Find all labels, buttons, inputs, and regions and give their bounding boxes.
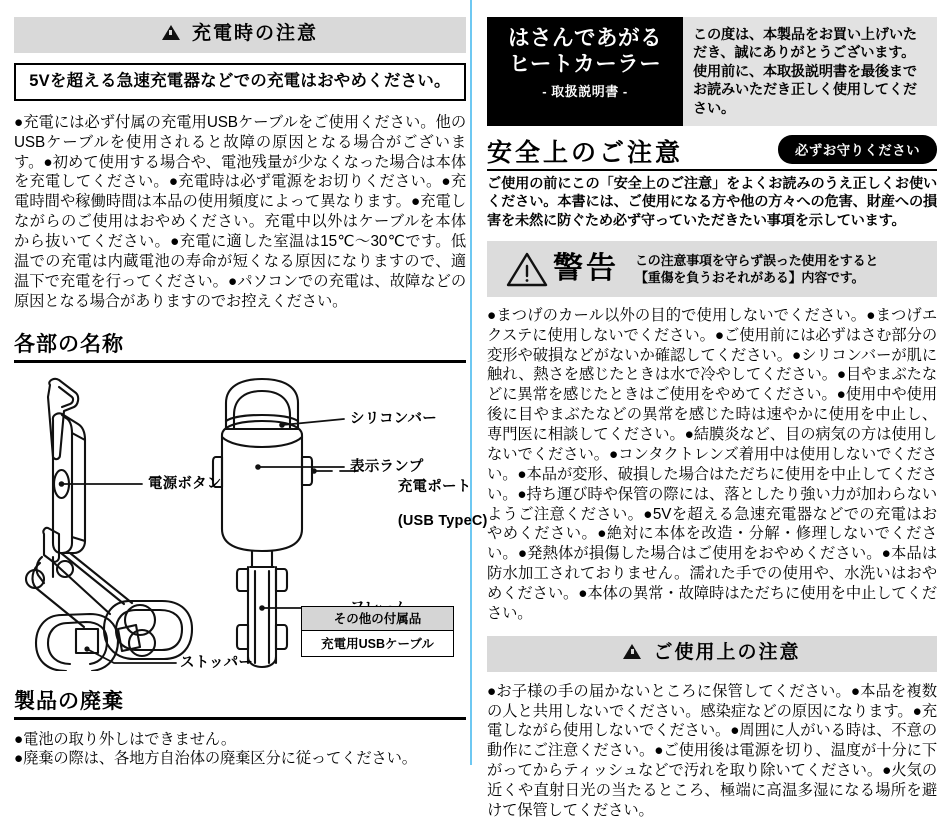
- parts-heading: 各部の名称: [14, 332, 124, 356]
- label-charging-port-line1: 充電ポート: [397, 479, 472, 496]
- warning-body-text: ●まつげのカール以外の目的で使用しないでください。●まつげエクステに使用しないでください。●ご使用前には必ずはさむ部分の変形や破損などがないか確認してください。●シリコンバーが肌に触れ、熱さを感じたときは水で冷やしてください。●目やまぶたなどに異常を感じたときはご使用をやめてください。●使用中や使用後に目やまぶたなどの異常を感じた時は速やかに使用を中止し、専門医に相談してください。●結膜炎など、目の病気の方は使用しないでください。●コンタクトレンズ着用中は使用しないでください。●本品が変形、破損した場合はただちに使用を中止してください。●持ち運び時や保管の際には、落としたり強い力が加わらないようご注意ください。●5Vを超える急速充電器などでの充電はおやめください。●絶対に本体を改造・分解・修理しないでください。●発熱体が損傷した場合はご使用をおやめください。●本品は防水加工されておりません。濡れた手での使用や、水洗いはおやめください。●本体の異常・故障時はただちに使用を中止してください。: [487, 306, 937, 622]
- warning-description-line2: 【重傷を負うおそれがある】内容です。: [635, 269, 865, 285]
- product-title-line2: ヒートカーラー: [508, 52, 662, 77]
- charging-caution-title: 充電時の注意: [191, 23, 318, 44]
- label-stopper: ストッパー: [180, 654, 254, 671]
- right-column: [487, 0, 937, 819]
- product-title-block: [487, 17, 683, 126]
- product-title-line3: - 取扱説明書 -: [542, 84, 628, 100]
- safety-pill-badge: 必ずお守りください: [778, 135, 937, 164]
- disposal-heading: 製品の廃棄: [14, 689, 124, 713]
- label-charging-port-line2: (USB TypeC): [397, 512, 488, 529]
- product-title-line1: はさんであがる: [507, 26, 662, 50]
- label-indicator-lamp: 表示ランプ: [350, 458, 424, 475]
- disposal-line-2: ●廃棄の際は、各地方自治体の廃棄区分に従ってください。: [14, 750, 417, 768]
- safety-lead-text: ご使用の前にこの「安全上のご注意」をよくお読みのうえ正しくお使いください。本書には、ご使用になる方や他の方々への危害、財産への損害を未然に防ぐため必ず守っていただきたい事項を示しています。: [487, 176, 937, 229]
- warning-box: [487, 241, 937, 297]
- usage-caution-title: ご使用上の注意: [653, 641, 801, 663]
- label-power-button: 電源ボタン: [148, 475, 222, 492]
- warning-word: 警告: [553, 251, 619, 285]
- manual-header: [487, 17, 937, 126]
- disposal-line-1: ●電池の取り外しはできません。: [14, 730, 237, 748]
- label-charging-port: [364, 463, 488, 546]
- usage-caution-banner: [487, 636, 937, 672]
- charging-callout-box: 5Vを超える急速充電器などでの充電はおやめください。: [14, 63, 466, 101]
- usage-body-text: ●お子様の手の届かないところに保管してください。●本品を複数の人と共用しないでください。感染症などの原因になります。●充電しながら使用しないでください。●周囲に人がいる時は、不意の動作にご注意ください。●ご使用後は電源を切り、温度が十分に下がってからティッシュなどで汚れを取り除いてください。●火気の近くや直射日光の当たるところ、極端に高温多湿になる場所を避けて保管してください。: [487, 682, 937, 819]
- accessories-header: その他の付属品: [302, 607, 453, 631]
- warning-triangle-outline-icon: [505, 250, 549, 288]
- warning-description-line1: この注意事項を守らず誤った使用をすると: [635, 252, 879, 268]
- warning-description: [635, 252, 878, 287]
- label-silicon-bar: シリコンバー: [350, 410, 437, 427]
- safety-heading: 安全上のご注意: [487, 139, 684, 168]
- accessories-box: [301, 606, 454, 657]
- charging-body-text: ●充電には必ず付属の充電用USBケーブルをご使用ください。他のUSBケーブルを使用されると故障の原因となる場合がございます。●初めて使用する場合や、電池残量が少なくなった場合は本体を充電してください。●充電時は必ず電源をお切りください。●充電時間や稼働時間は本品の使用頻度によって異なります。●充電しながらのご使用はおやめください。充電中以外はケーブルを本体から抜いてください。●充電に適した室温は15℃〜30℃です。低温での充電は内蔵電池の寿命が短くなる原因になりますので、適温下で充電を行ってください。●パソコンでの充電は、故障などの原因となる場合がありますのでお控えください。: [14, 113, 466, 310]
- warning-triangle-icon: [623, 644, 641, 659]
- column-divider: [470, 0, 472, 765]
- accessories-item: 充電用USBケーブル: [302, 631, 453, 656]
- safety-heading-row: [487, 135, 937, 166]
- intro-text: この度は、本製品をお買い上げいただき、誠にありがとうございます。使用前に、本取扱説明書を最後までお読みいただき正しく使用してください。: [683, 17, 937, 126]
- safety-heading-rule: [487, 169, 937, 171]
- charging-caution-banner: [14, 17, 466, 53]
- warning-triangle-icon: [162, 25, 180, 40]
